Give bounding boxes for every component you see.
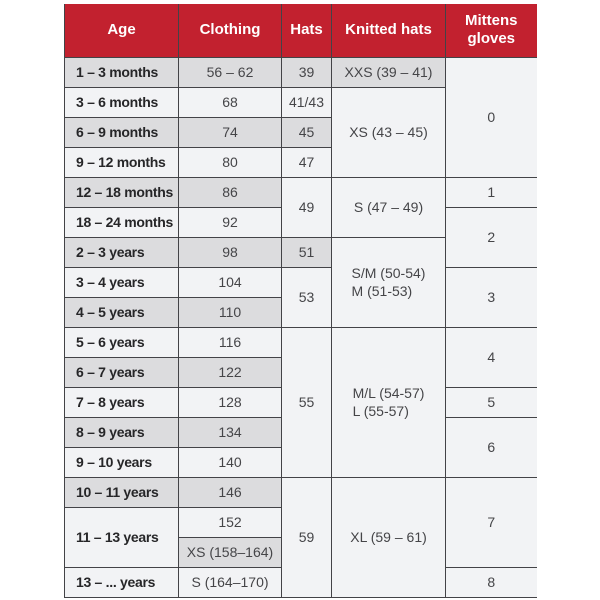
clothing-cell: 140 — [179, 447, 282, 477]
header-knitted-hats: Knitted hats — [332, 4, 446, 57]
clothing-cell: 146 — [179, 477, 282, 507]
clothing-cell: 86 — [179, 177, 282, 207]
clothing-cell: 56 – 62 — [179, 57, 282, 87]
hats-cell: 47 — [282, 147, 332, 177]
table-row — [65, 267, 537, 297]
clothing-cell: 122 — [179, 357, 282, 387]
clothing-cell: 134 — [179, 417, 282, 447]
header-mittens-gloves: Mittens gloves — [446, 4, 537, 57]
clothing-cell: 68 — [179, 87, 282, 117]
clothing-cell: 128 — [179, 387, 282, 417]
hats-cell: 45 — [282, 117, 332, 147]
age-cell: 13 – ... years — [65, 567, 179, 597]
age-cell: 9 – 12 months — [65, 147, 179, 177]
clothing-cell: XS (158–164) — [179, 537, 282, 567]
mittens-gloves-cell: 2 — [446, 207, 537, 267]
mittens-gloves-cell: 6 — [446, 417, 537, 477]
knitted-hats-cell: S (47 – 49) — [332, 177, 446, 237]
table-row — [65, 57, 537, 87]
table-row — [65, 177, 537, 207]
knitted-hats-cell — [332, 327, 446, 477]
hats-cell: 49 — [282, 177, 332, 237]
age-cell: 3 – 6 months — [65, 87, 179, 117]
clothing-cell: 80 — [179, 147, 282, 177]
age-cell: 9 – 10 years — [65, 447, 179, 477]
knitted-hats-cell — [332, 237, 446, 327]
knitted-hats-cell: XS (43 – 45) — [332, 87, 446, 177]
mittens-gloves-cell: 5 — [446, 387, 537, 417]
hats-cell: 55 — [282, 327, 332, 477]
knitted-size-line: M/L (54-57) — [352, 385, 425, 401]
clothing-cell: 98 — [179, 237, 282, 267]
clothing-cell: 104 — [179, 267, 282, 297]
age-cell: 10 – 11 years — [65, 477, 179, 507]
age-cell: 2 – 3 years — [65, 237, 179, 267]
age-cell: 12 – 18 months — [65, 177, 179, 207]
mittens-gloves-cell: 8 — [446, 567, 537, 597]
table-row — [65, 477, 537, 507]
age-cell: 6 – 9 months — [65, 117, 179, 147]
age-cell: 7 – 8 years — [65, 387, 179, 417]
age-cell: 6 – 7 years — [65, 357, 179, 387]
clothing-cell: 92 — [179, 207, 282, 237]
clothing-cell: 110 — [179, 297, 282, 327]
clothing-cell: S (164–170) — [179, 567, 282, 597]
age-cell: 5 – 6 years — [65, 327, 179, 357]
mittens-gloves-cell: 4 — [446, 327, 537, 387]
size-chart-table — [64, 4, 537, 598]
mittens-gloves-cell: 0 — [446, 57, 537, 177]
hats-cell: 53 — [282, 267, 332, 327]
hats-cell: 41/43 — [282, 87, 332, 117]
knitted-size-line: L (55-57) — [352, 403, 409, 419]
hats-cell: 59 — [282, 477, 332, 597]
clothing-cell: 74 — [179, 117, 282, 147]
age-cell: 3 – 4 years — [65, 267, 179, 297]
mittens-gloves-cell: 3 — [446, 267, 537, 327]
knitted-hats-cell: XXS (39 – 41) — [332, 57, 446, 87]
hats-cell: 51 — [282, 237, 332, 267]
age-cell: 18 – 24 months — [65, 207, 179, 237]
mittens-gloves-cell: 7 — [446, 477, 537, 567]
age-cell: 4 – 5 years — [65, 297, 179, 327]
hats-cell: 39 — [282, 57, 332, 87]
mittens-gloves-cell: 1 — [446, 177, 537, 207]
header-clothing: Clothing — [179, 4, 282, 57]
header-hats: Hats — [282, 4, 332, 57]
table-header — [65, 4, 537, 57]
age-cell: 1 – 3 months — [65, 57, 179, 87]
age-cell: 11 – 13 years — [65, 507, 179, 567]
knitted-size-line: S/M (50-54) — [351, 265, 426, 281]
table-row — [65, 327, 537, 357]
clothing-cell: 116 — [179, 327, 282, 357]
knitted-size-line: M (51-53) — [351, 283, 413, 299]
knitted-hats-cell: XL (59 – 61) — [332, 477, 446, 597]
age-cell: 8 – 9 years — [65, 417, 179, 447]
header-age: Age — [65, 4, 179, 57]
clothing-cell: 152 — [179, 507, 282, 537]
